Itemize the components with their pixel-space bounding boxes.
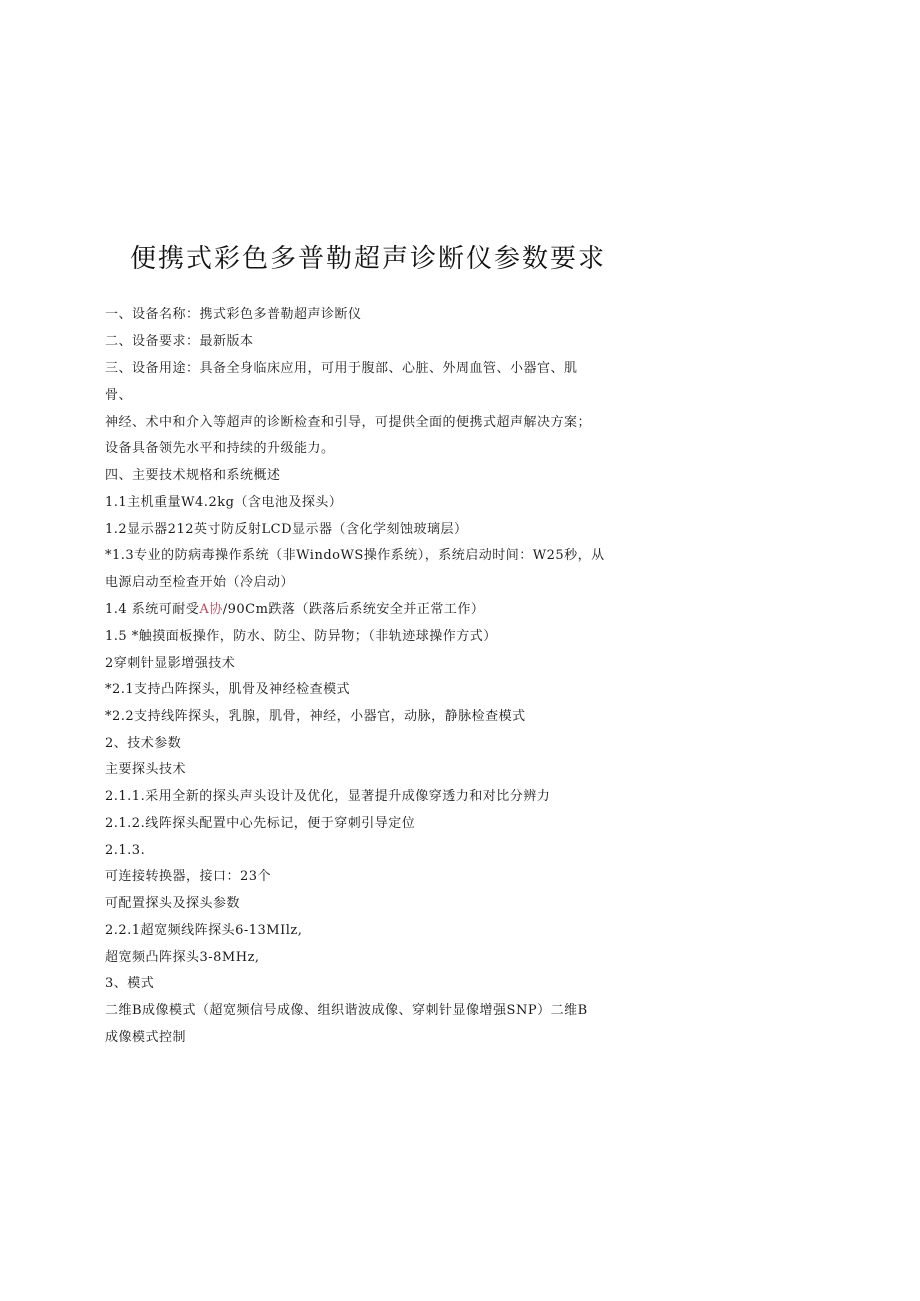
text-line: 1.1主机重量W4.2kg（含电池及探头）	[105, 495, 343, 510]
section-heading: 四、主要技术规格和系统概述	[105, 468, 281, 483]
text-line: 二、设备要求：最新版本	[105, 334, 254, 349]
text-line: 二维B成像模式（超宽频信号成像、组织谐波成像、穿刺针显像增强SNP）二维B	[105, 1003, 588, 1018]
text-line: 设备具备领先水平和持续的升级能力。	[105, 441, 335, 456]
text-line: 可连接转换器，接口：23个	[105, 869, 272, 884]
text-line: 2穿刺针显影增强技术	[105, 656, 236, 671]
section-heading: 3、模式	[105, 976, 155, 991]
text-line: 2.1.2.线阵探头配置中心先标记，便于穿刺引导定位	[105, 816, 416, 831]
text-line: 成像模式控制	[105, 1030, 187, 1045]
text-line: 骨、	[105, 388, 133, 403]
text-line: 2.2.1超宽频线阵探头6-13MIlz,	[105, 923, 303, 938]
text-line: 电源启动至检查开始（冷启动）	[105, 575, 295, 590]
text-line: *1.3专业的防病毒操作系统（非WindoWS操作系统），系统启动时间：W25秒，从	[105, 548, 605, 563]
text-line: *2.1支持凸阵探头，肌骨及神经检查模式	[105, 682, 351, 697]
drop-test-prefix: 1.4 系统可耐受	[105, 602, 200, 617]
text-line-drop-test	[105, 602, 484, 618]
drop-test-highlight: A协	[199, 602, 223, 617]
text-line: 一、设备名称：携式彩色多普勒超声诊断仪	[105, 307, 362, 322]
text-line: 神经、术中和介入等超声的诊断检查和引导，可提供全面的便携式超声解决方案；	[105, 415, 592, 430]
text-line: 超宽频凸阵探头3-8MHz,	[105, 950, 260, 965]
drop-test-suffix: /90Cm跌落（跌落后系统安全并正常工作）	[222, 602, 485, 617]
text-line: 2.1.3.	[105, 843, 146, 858]
text-line: 1.5 *触摸面板操作，防水、防尘、防异物；（非轨迹球操作方式）	[105, 629, 497, 644]
text-line: 1.2显示器212英寸防反射LCD显示器（含化学刻蚀玻璃层）	[105, 522, 468, 537]
text-line: 主要探头技术	[105, 762, 187, 777]
document-title: 便携式彩色多普勒超声诊断仪参数要求	[130, 244, 607, 274]
text-line: *2.2支持线阵探头，乳腺，肌骨，神经，小器官，动脉，静脉检查模式	[105, 709, 526, 724]
text-line: 三、设备用途：具备全身临床应用，可用于腹部、心脏、外周血管、小器官、肌	[105, 361, 578, 376]
section-heading: 2、技术参数	[105, 736, 182, 751]
text-line: 可配置探头及探头参数	[105, 896, 241, 911]
text-line: 2.1.1.采用全新的探头声头设计及优化，显著提升成像穿透力和对比分辨力	[105, 789, 551, 804]
